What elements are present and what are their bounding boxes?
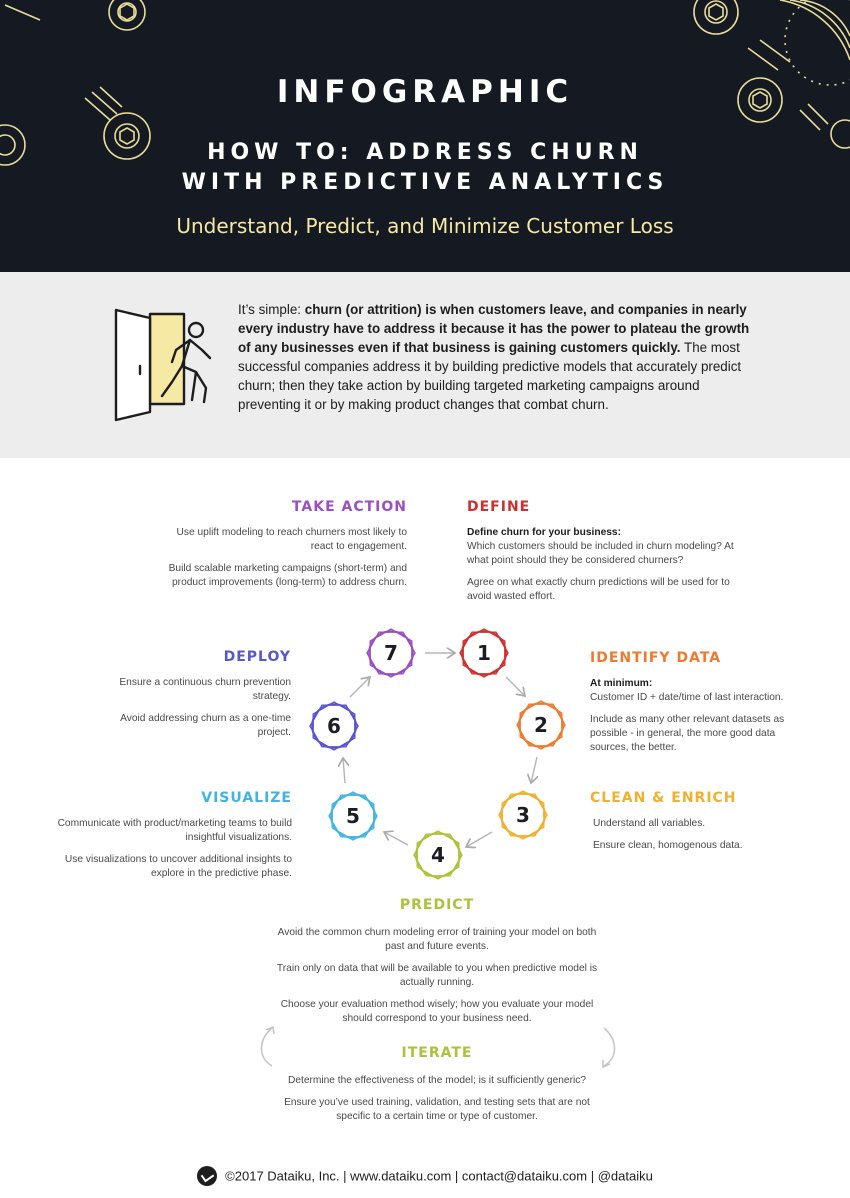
identify-lead: At minimum: <box>590 678 653 689</box>
arrow-6-to-7 <box>350 677 370 697</box>
visualize-text-2: Use visualizations to uncover additional insights to explore in the predictive phase. <box>64 854 292 879</box>
define-lead: Define churn for your business: <box>467 527 621 538</box>
step-take-action <box>160 498 407 598</box>
iterate-text-1: Determine the effectiveness of the model; is it sufficiently generic? <box>287 1075 587 1086</box>
iterate-heading: ITERATE <box>401 1045 473 1061</box>
take-action-text-1: Use uplift modeling to reach churners most likely to react to engagement. <box>176 527 407 552</box>
define-text-1: Which customers should be included in churn modeling? At what point should they be considered churners? <box>467 541 734 566</box>
arrow-5-to-6 <box>343 758 345 783</box>
deploy-text-1: Ensure a continuous churn prevention strategy. <box>119 677 291 702</box>
footer <box>0 1166 850 1190</box>
predict-text-3: Choose your evaluation method wisely; how you evaluate your model should correspond to your business need. <box>280 999 594 1024</box>
clean-heading: CLEAN & ENRICH <box>590 790 737 806</box>
footer-text: ©2017 Dataiku, Inc. | www.dataiku.com | contact@dataiku.com | @dataiku <box>225 1168 653 1184</box>
step-number-2: 2 <box>534 713 548 737</box>
step-number-4: 4 <box>431 843 445 867</box>
identify-heading: IDENTIFY DATA <box>590 650 722 666</box>
visualize-heading: VISUALIZE <box>201 790 292 806</box>
main-title-line2: WITH PREDICTIVE ANALYTICS <box>181 170 669 195</box>
define-heading: DEFINE <box>467 499 531 515</box>
deploy-heading: DEPLOY <box>223 649 291 665</box>
step-identify-data <box>590 649 790 763</box>
arrow-4-to-5 <box>384 832 408 845</box>
iterate-right-arc-icon <box>604 1028 615 1066</box>
clean-text-1: Understand all variables. <box>593 818 706 829</box>
step-predict <box>270 896 604 1034</box>
identify-text-1: Customer ID + date/time of last interaction. <box>590 692 784 703</box>
predict-heading: PREDICT <box>399 897 475 913</box>
step-visualize <box>56 789 292 889</box>
step-define <box>467 498 737 612</box>
intro-bold: churn (or attrition) is when customers leave, and companies in nearly every industry have to address it because it has the power to plateau the growth of any businesses even if that business is gaining customers quickly. <box>238 302 750 355</box>
step-number-5: 5 <box>346 804 360 828</box>
take-action-heading: TAKE ACTION <box>291 499 407 515</box>
visualize-text-1: Communicate with product/marketing teams to build insightful visualizations. <box>57 818 292 843</box>
deploy-text-2: Avoid addressing churn as a one-time project. <box>120 713 291 738</box>
intro-rest: The most successful companies address it by building predictive models that accurately predict churn; then they take action by building targeted marketing campaigns around preventing it or by making product changes that combat churn. <box>238 340 742 412</box>
step-iterate <box>280 1044 594 1132</box>
step-number-3: 3 <box>516 803 530 827</box>
predict-text-2: Train only on data that will be available to you when predictive model is actually running. <box>276 963 598 988</box>
arrow-2-to-3 <box>531 757 537 783</box>
clean-text-2: Ensure clean, homogenous data. <box>593 840 743 851</box>
main-title-line1: HOW TO: ADDRESS CHURN <box>207 140 643 165</box>
step-number-6: 6 <box>327 714 341 738</box>
define-text-2: Agree on what exactly churn predictions will be used for to avoid wasted effort. <box>467 577 730 602</box>
intro-lead: It’s simple: <box>238 302 302 317</box>
iterate-text-2: Ensure you’ve used training, validation, and testing sets that are not specific to a certain time or type of customer. <box>284 1097 590 1122</box>
step-deploy <box>100 648 291 748</box>
dataiku-bird-logo-icon <box>197 1166 217 1186</box>
arrow-1-to-2 <box>506 677 525 696</box>
step-number-7: 7 <box>384 641 398 665</box>
identify-text-2: Include as many other relevant datasets as possible - in general, the more good data sources, the better. <box>590 714 785 753</box>
take-action-text-2: Build scalable marketing campaigns (short-term) and product improvements (long-term) to address churn. <box>168 563 407 588</box>
kicker-title: INFOGRAPHIC <box>276 74 574 110</box>
step-number-1: 1 <box>477 641 491 665</box>
arrow-3-to-4 <box>466 832 492 847</box>
predict-text-1: Avoid the common churn modeling error of training your model on both past and future events. <box>277 927 597 952</box>
subtitle: Understand, Predict, and Minimize Customer Loss <box>176 214 674 238</box>
step-clean-enrich <box>590 789 790 861</box>
